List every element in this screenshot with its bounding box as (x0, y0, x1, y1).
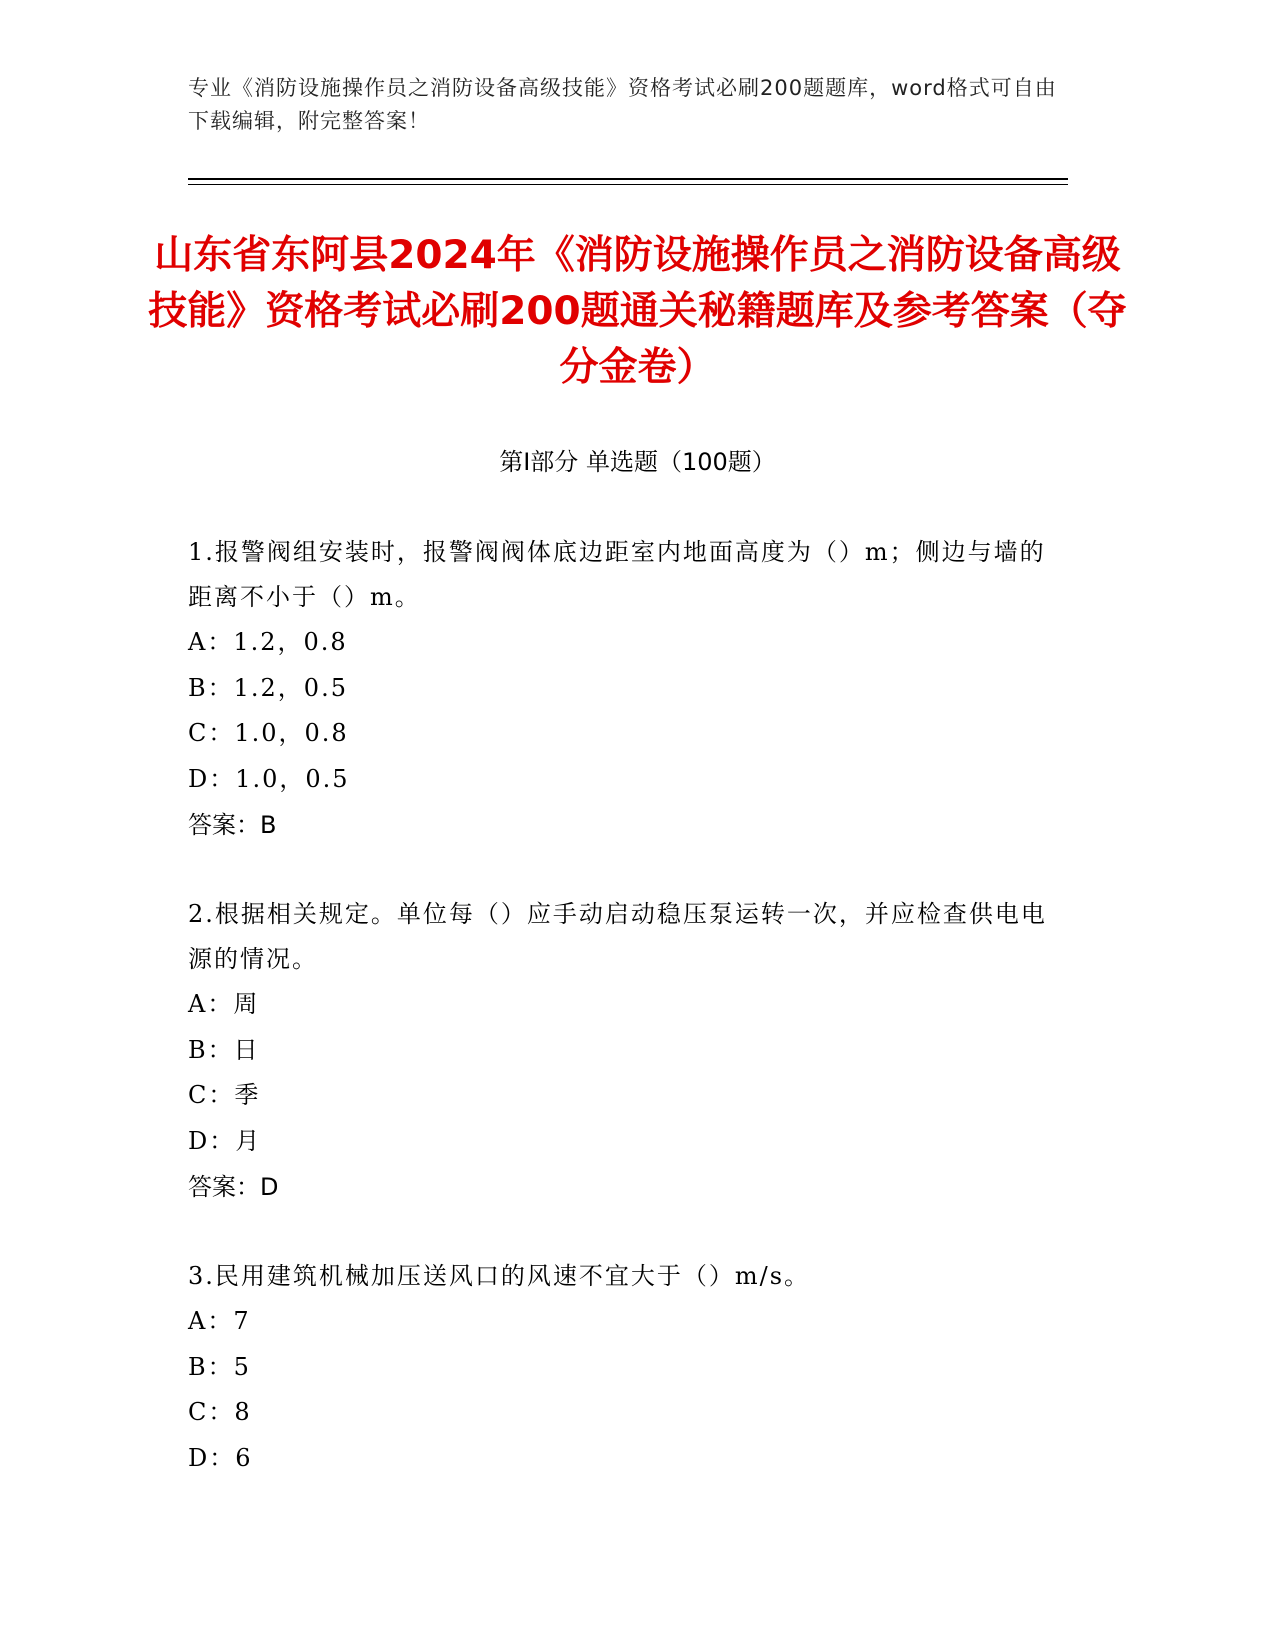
option-a: A：1.2，0.8 (188, 628, 348, 656)
option-c: C：8 (188, 1398, 252, 1426)
question-3 (188, 1254, 1068, 1481)
option-b: B：日 (188, 1035, 260, 1064)
question-stem: 3.民用建筑机械加压送风口的风速不宜大于（）m/s。 (188, 1262, 811, 1290)
option-a: A：7 (188, 1307, 251, 1335)
option-b: B：5 (188, 1352, 251, 1381)
option-a: A：周 (188, 990, 260, 1018)
option-d: D：6 (188, 1443, 253, 1472)
option-d: D：月 (188, 1126, 262, 1155)
option-c: C：1.0，0.8 (188, 719, 349, 747)
question-list (188, 530, 1068, 1525)
question-stem: 1.报警阀组安装时，报警阀阀体底边距室内地面高度为（）m；侧边与墙的距离不小于（）m。 (188, 538, 1046, 611)
question-2 (188, 892, 1068, 1210)
header-divider-thick (188, 178, 1068, 180)
question-stem: 2.根据相关规定。单位每（）应手动启动稳压泵运转一次，并应检查供电电源的情况。 (188, 900, 1047, 973)
option-d: D：1.0，0.5 (188, 764, 350, 793)
section-heading: 第Ⅰ部分 单选题（100题） (499, 448, 776, 476)
question-1 (188, 530, 1068, 848)
header-note: 专业《消防设施操作员之消防设备高级技能》资格考试必刷200题题库，word格式可自由下载编辑，附完整答案！ (188, 76, 1057, 133)
answer-line: 答案：B (188, 811, 277, 839)
header-divider-thin (188, 184, 1068, 185)
option-b: B：1.2，0.5 (188, 673, 348, 702)
option-c: C：季 (188, 1081, 261, 1109)
answer-line: 答案：D (188, 1173, 279, 1201)
document-title: 山东省东阿县2024年《消防设施操作员之消防设备高级技能》资格考试必刷200题通关秘籍题库及参考答案（夺分金卷） (148, 233, 1127, 390)
